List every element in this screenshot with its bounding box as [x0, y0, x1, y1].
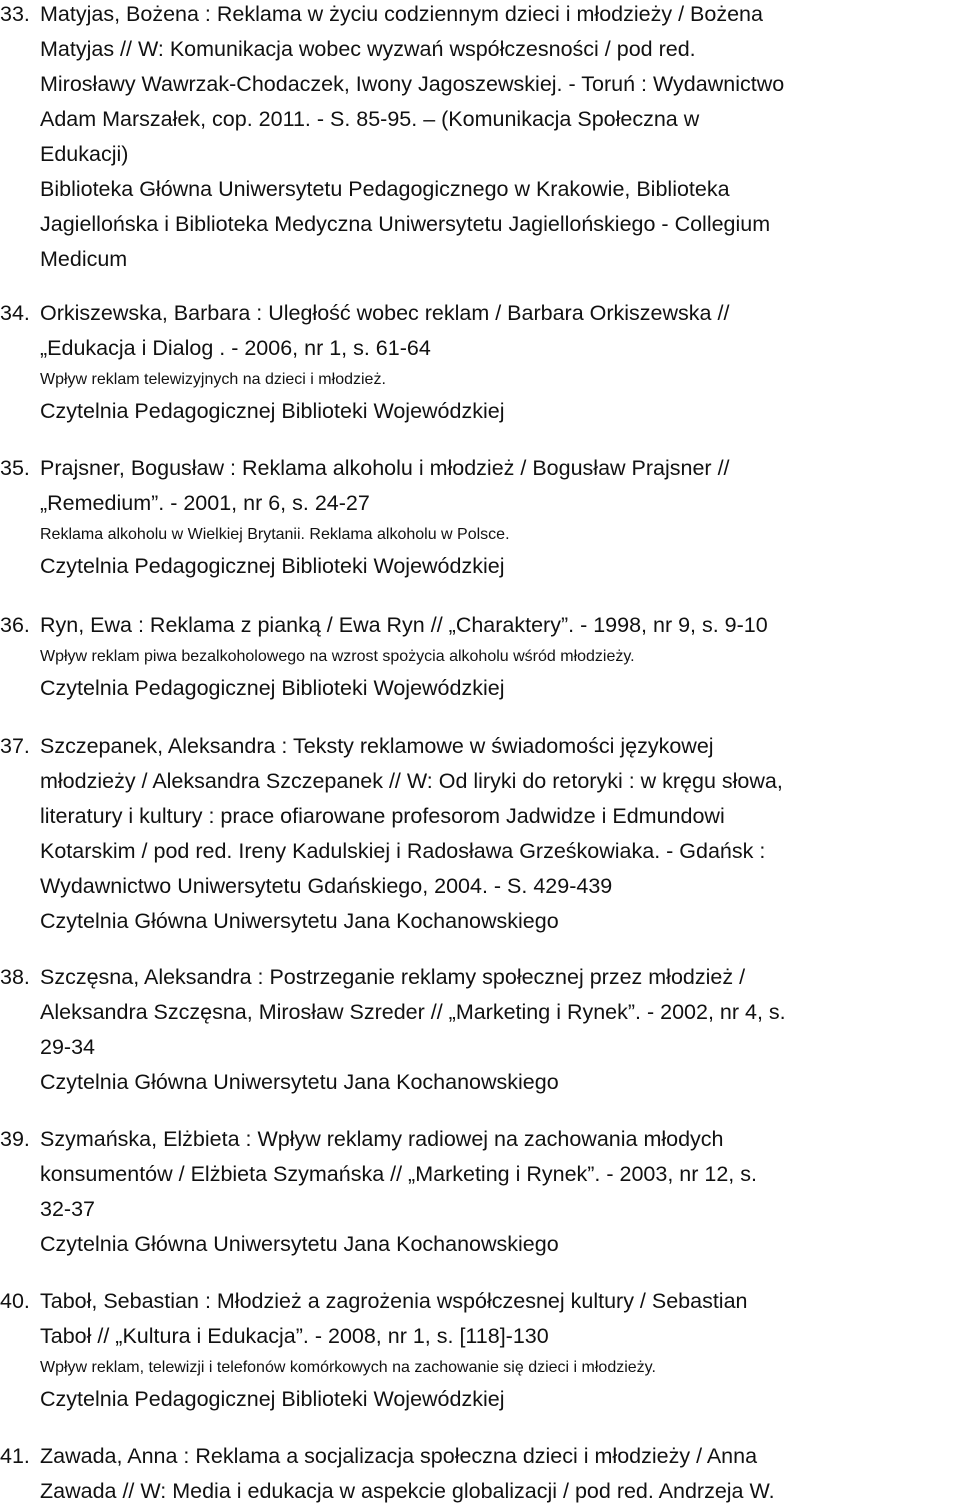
entry-number: 40.: [0, 1289, 30, 1313]
entry-text: [40, 451, 958, 584]
subject-note: Wpływ reklam piwa bezalkoholowego na wzrost spożycia alkoholu wśród młodzieży.: [40, 648, 635, 665]
citation-line: Matyjas, Bożena : Reklama w życiu codziennym dzieci i młodzieży / Bożena: [40, 2, 763, 26]
citation-line: Zawada // W: Media i edukacja w aspekcie globalizacji / pod red. Andrzeja W.: [40, 1479, 775, 1503]
entry-text: [40, 1122, 958, 1262]
location-line: Czytelnia Pedagogicznej Biblioteki Wojewódzkiej: [40, 399, 505, 423]
citation-line: „Remedium”. - 2001, nr 6, s. 24-27: [40, 491, 370, 515]
location-line: Czytelnia Pedagogicznej Biblioteki Wojewódzkiej: [40, 554, 505, 578]
location-line: Czytelnia Główna Uniwersytetu Jana Kochanowskiego: [40, 909, 559, 933]
location-line: Jagiellońska i Biblioteka Medyczna Uniwersytetu Jagiellońskiego - Collegium: [40, 212, 771, 236]
location-line: Czytelnia Główna Uniwersytetu Jana Kochanowskiego: [40, 1232, 559, 1256]
entry-text: [40, 608, 958, 706]
entry-number: 34.: [0, 301, 30, 325]
subject-note: Wpływ reklam telewizyjnych na dzieci i młodzież.: [40, 371, 386, 388]
citation-line: Matyjas // W: Komunikacja wobec wyzwań współczesności / pod red.: [40, 37, 696, 61]
entry-text: [40, 729, 958, 939]
entry-text: [40, 960, 958, 1100]
citation-line: Zawada, Anna : Reklama a socjalizacja społeczna dzieci i młodzieży / Anna: [40, 1444, 758, 1468]
citation-line: Mirosławy Wawrzak-Chodaczek, Iwony Jagoszewskiej. - Toruń : Wydawnictwo: [40, 72, 785, 96]
citation-line: „Edukacja i Dialog . - 2006, nr 1, s. 61-64: [40, 336, 431, 360]
location-line: Czytelnia Pedagogicznej Biblioteki Wojewódzkiej: [40, 676, 505, 700]
entry-number: 35.: [0, 456, 30, 480]
citation-line: Szczepanek, Aleksandra : Teksty reklamowe w świadomości językowej: [40, 734, 714, 758]
subject-note: Wpływ reklam, telewizji i telefonów komórkowych na zachowanie się dzieci i młodzieży.: [40, 1359, 656, 1376]
entry-number: 39.: [0, 1127, 30, 1151]
entry-number: 38.: [0, 965, 30, 989]
location-line: Czytelnia Główna Uniwersytetu Jana Kochanowskiego: [40, 1070, 559, 1094]
citation-line: młodzieży / Aleksandra Szczepanek // W: Od liryki do retoryki : w kręgu słowa,: [40, 769, 783, 793]
citation-line: Edukacji): [40, 142, 129, 166]
entry-number: 41.: [0, 1444, 30, 1468]
entry-number: 37.: [0, 734, 30, 758]
citation-line: konsumentów / Elżbieta Szymańska // „Marketing i Rynek”. - 2003, nr 12, s.: [40, 1162, 757, 1186]
citation-line: Orkiszewska, Barbara : Uległość wobec reklam / Barbara Orkiszewska //: [40, 301, 730, 325]
citation-line: Wydawnictwo Uniwersytetu Gdańskiego, 2004. - S. 429-439: [40, 874, 613, 898]
entry-number: 36.: [0, 613, 30, 637]
entry-number: 33.: [0, 2, 30, 26]
location-line: Medicum: [40, 247, 128, 271]
citation-line: Aleksandra Szczęsna, Mirosław Szreder // „Marketing i Rynek”. - 2002, nr 4, s.: [40, 1000, 786, 1024]
entry-text: [40, 296, 958, 429]
entry-text: [40, 1439, 958, 1509]
citation-line: Adam Marszałek, cop. 2011. - S. 85-95. – (Komunikacja Społeczna w: [40, 107, 700, 131]
citation-line: 32-37: [40, 1197, 95, 1221]
entry-text: [40, 1284, 958, 1417]
entry-text: [40, 0, 958, 277]
citation-line: Taboł, Sebastian : Młodzież a zagrożenia współczesnej kultury / Sebastian: [40, 1289, 748, 1313]
citation-line: literatury i kultury : prace ofiarowane profesorom Jadwidze i Edmundowi: [40, 804, 725, 828]
citation-line: Szczęsna, Aleksandra : Postrzeganie reklamy społecznej przez młodzież /: [40, 965, 746, 989]
citation-line: Prajsner, Bogusław : Reklama alkoholu i młodzież / Bogusław Prajsner //: [40, 456, 730, 480]
location-line: Czytelnia Pedagogicznej Biblioteki Wojewódzkiej: [40, 1387, 505, 1411]
citation-line: Szymańska, Elżbieta : Wpływ reklamy radiowej na zachowania młodych: [40, 1127, 724, 1151]
citation-line: Ryn, Ewa : Reklama z pianką / Ewa Ryn // „Charaktery”. - 1998, nr 9, s. 9-10: [40, 613, 768, 637]
location-line: Biblioteka Główna Uniwersytetu Pedagogicznego w Krakowie, Biblioteka: [40, 177, 730, 201]
citation-line: Kotarskim / pod red. Ireny Kadulskiej i Radosława Grześkowiaka. - Gdańsk :: [40, 839, 766, 863]
subject-note: Reklama alkoholu w Wielkiej Brytanii. Reklama alkoholu w Polsce.: [40, 526, 510, 543]
citation-line: 29-34: [40, 1035, 95, 1059]
citation-line: Taboł // „Kultura i Edukacja”. - 2008, nr 1, s. [118]-130: [40, 1324, 549, 1348]
